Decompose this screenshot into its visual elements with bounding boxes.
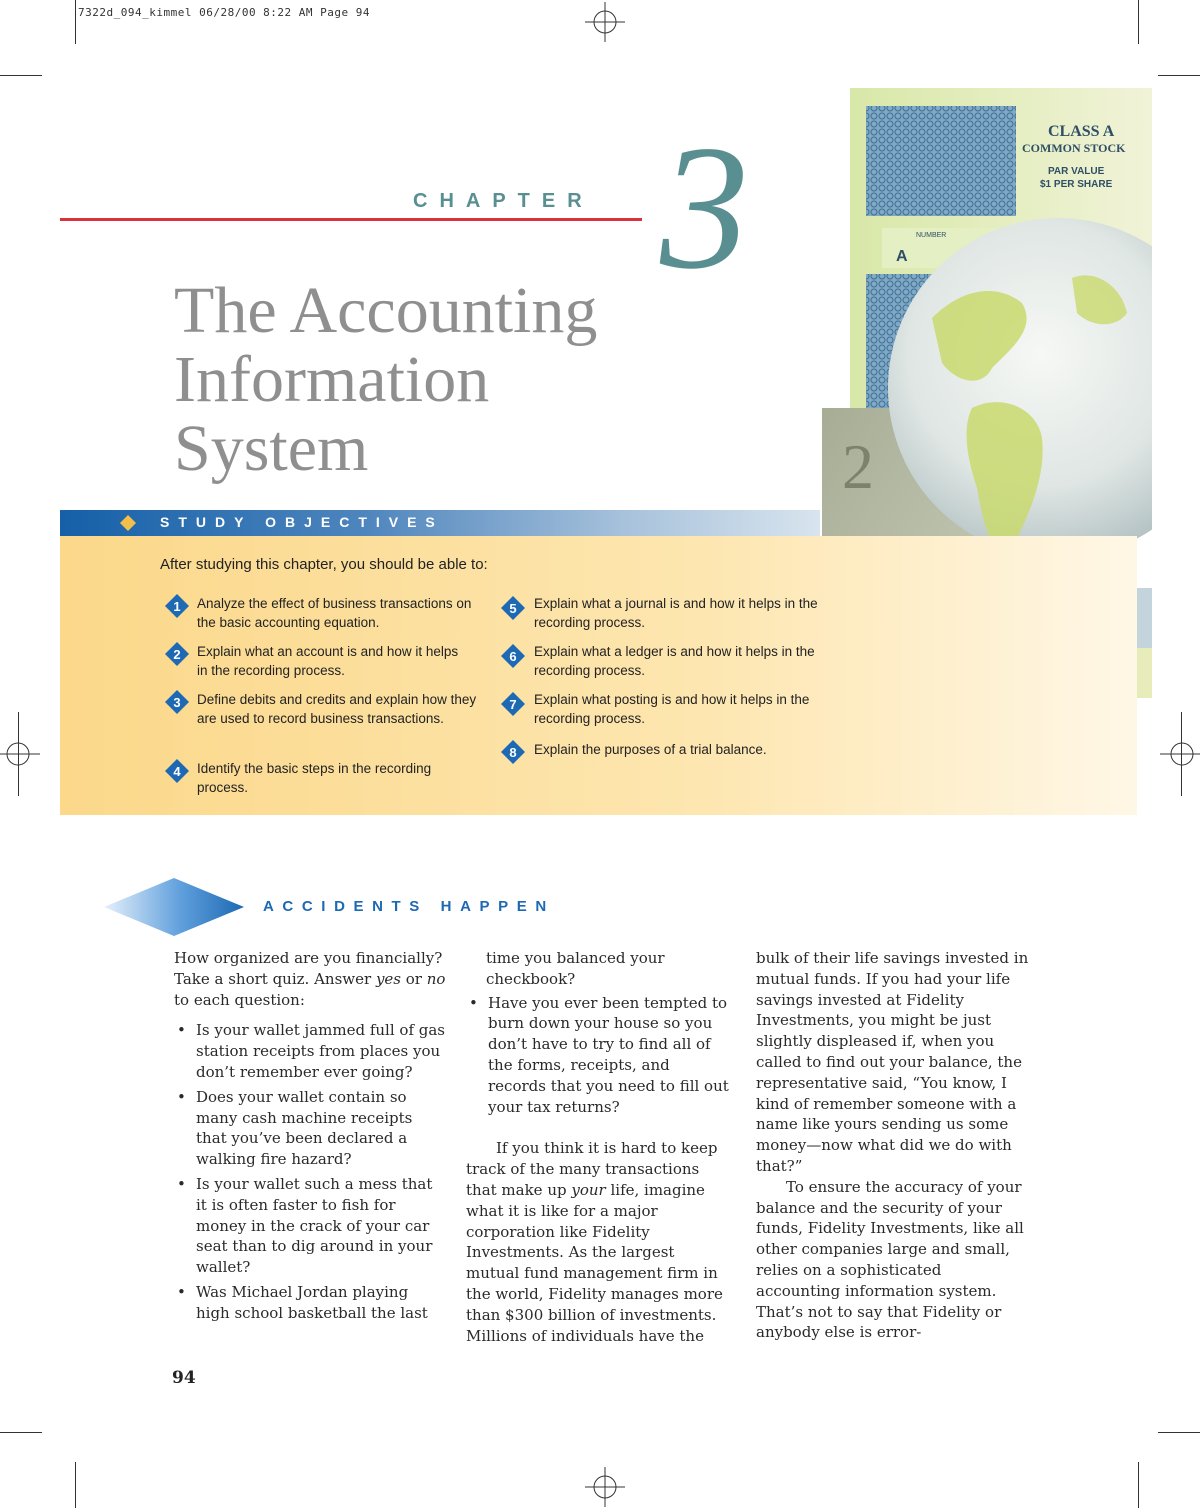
objective-number: 6 bbox=[509, 649, 517, 664]
certificate-class: CLASS A bbox=[1048, 123, 1115, 140]
feature-column-3 bbox=[756, 948, 1030, 1343]
objective-number: 8 bbox=[509, 745, 517, 760]
objective-number-icon bbox=[499, 690, 527, 718]
feature-intro-yes: yes bbox=[375, 969, 401, 988]
diamond-icon bbox=[120, 515, 136, 531]
study-objective-item: Identify the basic steps in the recording process. bbox=[197, 761, 432, 795]
dollar-bill-figure: 2 bbox=[842, 431, 874, 502]
feature-paragraph bbox=[466, 1138, 732, 1346]
chapter-title-line: The Accounting bbox=[174, 274, 598, 347]
feature-paragraph: To ensure the accuracy of your balance and the security of your funds, Fidelity Investments, like all other companies large and small, relies on a sophisticated accounting information system. That’s not to say that Fidelity or anybody else is error- bbox=[756, 1177, 1024, 1342]
registration-mark-icon bbox=[0, 734, 40, 774]
objective-number: 4 bbox=[173, 764, 181, 779]
certificate-letter: A bbox=[896, 248, 908, 265]
objective-number-icon bbox=[499, 642, 527, 670]
registration-mark-icon bbox=[1160, 734, 1200, 774]
feature-paragraph: bulk of their life savings invested in mutual funds. If you had your life savings invested at Fidelity Investments, you might be just slightly displeased if, when you called to find out your balance, the representative said, “You know, I kind of remember someone with a name like yours sending us some money—now what did we do with that?” bbox=[756, 949, 1029, 1175]
feature-paragraph-text: life, imagine what it is like for a major corporation like Fidelity Investments. As the largest mutual fund management firm in the world, Fidelity manages more than $300 billion of investments. Millions of individuals have the bbox=[466, 1180, 723, 1345]
feature-paragraph-text: If you think it is hard to keep track of the many transactions that make up bbox=[466, 1139, 718, 1199]
feature-intro-no: no bbox=[426, 969, 446, 988]
chapter-label: CHAPTER bbox=[413, 190, 594, 212]
study-objectives-heading: STUDY OBJECTIVES bbox=[160, 514, 444, 530]
feature-intro-text: How organized are you financially? Take a short quiz. Answer bbox=[174, 949, 443, 988]
objective-number-icon bbox=[163, 640, 191, 668]
study-objective-item: Define debits and credits and explain how they are used to record business transactions. bbox=[197, 692, 477, 726]
study-objective-item: Explain what a journal is and how it helps in the recording process. bbox=[534, 596, 818, 630]
study-objective-item: Explain what a ledger is and how it helps in the recording process. bbox=[534, 644, 815, 678]
certificate-type: COMMON STOCK bbox=[1022, 141, 1126, 155]
quiz-question: • Is your wallet such a mess that it is often faster to fish for money in the crack of your car seat than to dig around in your wallet? bbox=[174, 1174, 446, 1278]
quiz-question: • Was Michael Jordan playing high school basketball the last bbox=[174, 1282, 446, 1324]
quiz-question: • Does your wallet contain so many cash machine receipts that you’ve been declared a walking fire hazard? bbox=[174, 1087, 446, 1170]
study-objective-item: Explain the purposes of a trial balance. bbox=[534, 742, 767, 757]
study-objectives-intro: After studying this chapter, you should be able to: bbox=[160, 556, 488, 573]
objective-number-icon bbox=[163, 688, 191, 716]
study-objective-item: Analyze the effect of business transactions on the basic accounting equation. bbox=[197, 596, 472, 630]
feature-column-2 bbox=[466, 948, 732, 1346]
feature-intro bbox=[174, 948, 446, 1010]
objective-number: 1 bbox=[173, 599, 181, 614]
objective-number: 3 bbox=[173, 695, 181, 710]
objective-number: 5 bbox=[509, 601, 517, 616]
quiz-question-continuation: time you balanced your checkbook? bbox=[486, 949, 665, 988]
feature-diamond-icon bbox=[104, 878, 244, 936]
chapter-rule bbox=[60, 218, 642, 221]
quiz-question: • Is your wallet jammed full of gas station receipts from places you don’t remember ever going? bbox=[174, 1020, 446, 1082]
crop-mark bbox=[1138, 1462, 1139, 1508]
chapter-title bbox=[174, 276, 597, 483]
crop-mark bbox=[75, 1462, 76, 1508]
feature-intro-or: or bbox=[401, 969, 427, 988]
quiz-question: • Have you ever been tempted to burn down your house so you don’t have to try to find all of the forms, receipts, and records that you need to fill out your tax returns? bbox=[466, 993, 732, 1118]
registration-mark-icon bbox=[585, 2, 625, 42]
print-slug: 7322d_094_kimmel 06/28/00 8:22 AM Page 94 bbox=[78, 6, 371, 19]
objective-number-icon bbox=[163, 592, 191, 620]
chapter-title-line: System bbox=[174, 412, 369, 485]
certificate-number-label: NUMBER bbox=[916, 232, 947, 239]
objective-number: 7 bbox=[509, 697, 517, 712]
objective-number-icon bbox=[499, 594, 527, 622]
certificate-per-share: $1 PER SHARE bbox=[1040, 179, 1113, 190]
registration-mark-icon bbox=[585, 1467, 625, 1507]
objective-number-icon bbox=[499, 738, 527, 766]
study-objective-item: Explain what posting is and how it helps in the recording process. bbox=[534, 692, 810, 726]
feature-intro-end: to each question: bbox=[174, 990, 305, 1009]
feature-column-1 bbox=[174, 948, 446, 1324]
crop-mark bbox=[1158, 75, 1200, 76]
certificate-vignette bbox=[866, 106, 1016, 216]
study-objective-item: Explain what an account is and how it helps in the recording process. bbox=[197, 644, 459, 678]
crop-mark bbox=[75, 0, 76, 44]
chapter-title-line: Information bbox=[174, 343, 490, 416]
crop-mark bbox=[0, 1432, 42, 1433]
page-number: 94 bbox=[172, 1368, 196, 1388]
objective-number-icon bbox=[163, 757, 191, 785]
objective-number: 2 bbox=[173, 647, 181, 662]
chapter-number: 3 bbox=[660, 108, 749, 306]
feature-heading: ACCIDENTS HAPPEN bbox=[263, 898, 555, 915]
certificate-par-value: PAR VALUE bbox=[1048, 166, 1105, 177]
crop-mark bbox=[0, 75, 42, 76]
crop-mark bbox=[1138, 0, 1139, 44]
feature-paragraph-emphasis: your bbox=[571, 1180, 606, 1199]
crop-mark bbox=[1158, 1432, 1200, 1433]
